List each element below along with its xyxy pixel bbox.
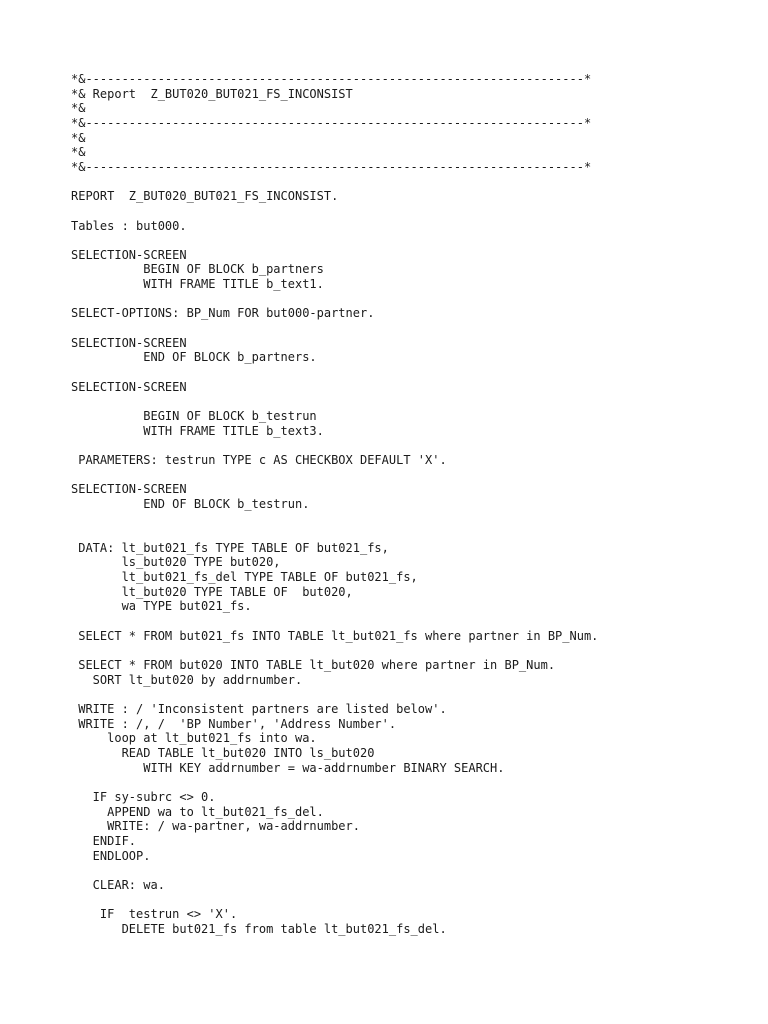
code-line: IF testrun <> 'X'. <box>71 907 238 922</box>
abap-source-listing <box>71 72 598 936</box>
code-line <box>71 292 598 307</box>
code-line <box>71 775 598 790</box>
code-line <box>71 175 598 190</box>
code-line <box>71 614 598 629</box>
code-line: APPEND wa to lt_but021_fs_del. <box>71 804 324 819</box>
code-line <box>71 204 598 219</box>
code-line: SELECT-OPTIONS: BP_Num FOR but000-partner. <box>71 306 375 321</box>
code-line: CLEAR: wa. <box>71 877 165 892</box>
code-line: ls_but020 TYPE but020, <box>71 555 281 570</box>
code-line: *& <box>71 145 86 160</box>
code-line <box>71 365 598 380</box>
code-line: PARAMETERS: testrun TYPE c AS CHECKBOX DEFAULT 'X'. <box>71 452 447 467</box>
code-line <box>71 438 598 453</box>
code-line: WRITE : /, / 'BP Number', 'Address Number'. <box>71 716 397 731</box>
code-line <box>71 321 598 336</box>
code-line: END OF BLOCK b_testrun. <box>71 496 310 511</box>
code-line: SELECTION-SCREEN <box>71 379 187 394</box>
code-line: lt_but020 TYPE TABLE OF but020, <box>71 584 353 599</box>
code-line: ENDLOOP. <box>71 848 151 863</box>
code-line: *& <box>71 130 86 145</box>
code-line <box>71 394 598 409</box>
code-line: WITH KEY addrnumber = wa-addrnumber BINARY SEARCH. <box>71 760 505 775</box>
code-line: SELECT * FROM but020 INTO TABLE lt_but020 where partner in BP_Num. <box>71 658 556 673</box>
code-line: SORT lt_but020 by addrnumber. <box>71 672 303 687</box>
code-line: SELECTION-SCREEN <box>71 335 187 350</box>
code-line: END OF BLOCK b_partners. <box>71 350 317 365</box>
code-line <box>71 468 598 483</box>
code-line: WRITE: / wa-partner, wa-addrnumber. <box>71 819 360 834</box>
code-line: BEGIN OF BLOCK b_testrun <box>71 408 317 423</box>
code-line <box>71 687 598 702</box>
code-line: *& Report Z_BUT020_BUT021_FS_INCONSIST <box>71 86 353 101</box>
code-line: DATA: lt_but021_fs TYPE TABLE OF but021_fs, <box>71 540 389 555</box>
code-line: *&---------------------------------------------------------------------* <box>71 159 592 174</box>
code-line: SELECTION-SCREEN <box>71 482 187 497</box>
code-line <box>71 512 598 527</box>
code-line: loop at lt_but021_fs into wa. <box>71 731 317 746</box>
code-line: SELECT * FROM but021_fs INTO TABLE lt_but021_fs where partner in BP_Num. <box>71 628 599 643</box>
code-line: wa TYPE but021_fs. <box>71 599 252 614</box>
code-line: lt_but021_fs_del TYPE TABLE OF but021_fs, <box>71 570 418 585</box>
code-line: Tables : but000. <box>71 218 187 233</box>
code-line <box>71 893 598 908</box>
code-line: REPORT Z_BUT020_BUT021_FS_INCONSIST. <box>71 189 339 204</box>
code-line: WITH FRAME TITLE b_text3. <box>71 423 324 438</box>
code-line: IF sy-subrc <> 0. <box>71 789 216 804</box>
code-line <box>71 526 598 541</box>
code-line <box>71 233 598 248</box>
code-line: SELECTION-SCREEN <box>71 247 187 262</box>
code-line: DELETE but021_fs from table lt_but021_fs_del. <box>71 921 447 936</box>
code-line <box>71 863 598 878</box>
code-line: *&---------------------------------------------------------------------* <box>71 115 592 130</box>
code-line: *& <box>71 101 86 116</box>
code-line: BEGIN OF BLOCK b_partners <box>71 262 324 277</box>
code-line: ENDIF. <box>71 833 137 848</box>
code-line: READ TABLE lt_but020 INTO ls_but020 <box>71 745 375 760</box>
code-line: *&---------------------------------------------------------------------* <box>71 72 592 86</box>
code-line: WRITE : / 'Inconsistent partners are listed below'. <box>71 702 447 716</box>
code-line <box>71 643 598 658</box>
code-line: WITH FRAME TITLE b_text1. <box>71 277 324 292</box>
